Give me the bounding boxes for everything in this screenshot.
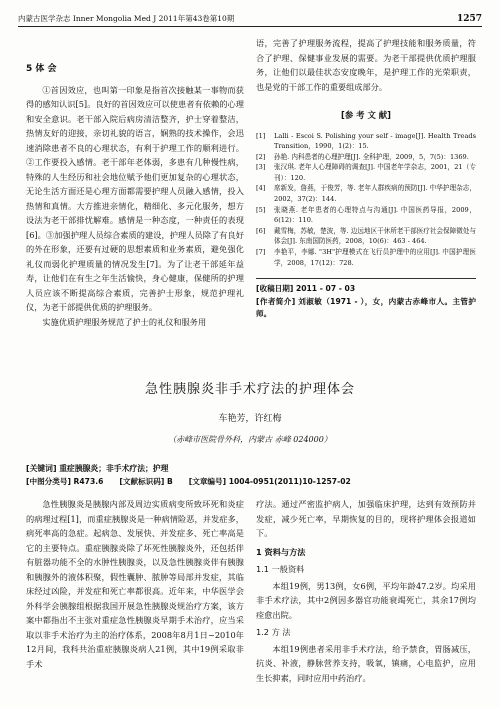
reference-item: [1] Lalli - Escoi S. Polishing your self - image[J]. Health Treads Transition，1990，1(2)：15.	[256, 131, 476, 151]
document-code: [文献标识码] B	[119, 477, 173, 486]
article-left-column	[26, 497, 244, 702]
subsection-heading: 1.1 一般资料	[256, 564, 305, 574]
article-right-column	[256, 497, 476, 702]
received-date: [收稿日期] 2011 - 07 - 03	[256, 284, 356, 294]
body-paragraph: 本组19例患者采用非手术疗法，给予禁食，胃肠减压，抗炎、补液，静脉营养支持，吸氧，镇痛，心电监护，应用生长抑素，同时应用中药治疗。	[256, 643, 476, 683]
header-rule	[18, 26, 482, 27]
reference-item: [4] 席新发，詹燕，于俊芳，等. 老年人群疾病的预防[J]. 中华护理杂志，2002，37(2)：144.	[256, 184, 476, 204]
reference-item: [6] 戴雪梅，苏敏，楚波，等. 边远地区干休所老干部医疗社会保障微处与体会[J]. 东南国防医药，2008，10(6)：463 - 464.	[256, 226, 476, 246]
reference-item: [3] 张汉琪. 老年人心理障碍的调查[J]. 中国老年学杂志，2001，21（专刊）：120.	[256, 163, 476, 182]
section-heading: 1 资料与方法	[256, 546, 306, 557]
keywords: [关键词] 重症胰腺炎；非手术疗法；护理	[26, 464, 169, 473]
body-paragraph: 疗法。通过严密监护病人，加强临床护理，达到有效预防并发症，减少死亡率，早期恢复的目的，现将护理体会报道如下。	[256, 499, 476, 538]
reference-list	[256, 131, 476, 269]
article-affiliation: （赤峰市医院骨外科，内蒙古 赤峰 024000）	[168, 435, 332, 444]
section-heading: 5 体 会	[26, 64, 57, 74]
subsection-heading: 1.2 方 法	[256, 627, 291, 637]
references-heading: [参 考 文 献]	[341, 110, 391, 120]
reference-item: [5] 张晓燕. 老年患者的心理特点与沟通[J]. 中国医药导报，2009，6(12)：110.	[256, 205, 476, 225]
body-paragraph: 本组19例，男13例，女6例，平均年龄47.2岁。均采用非手术疗法，其中2例因多器官功能衰竭死亡，其余17例均痊愈出院。	[256, 580, 476, 620]
body-paragraph: 实施优质护理服务规范了护士的礼仪和服务用	[42, 316, 207, 327]
clc-number: [中图分类号] R473.6	[26, 477, 104, 486]
classification-line	[26, 476, 474, 488]
running-header	[18, 10, 482, 24]
article-title: 急性胰腺炎非手术疗法的护理体会	[144, 382, 355, 397]
author-note: [作者简介] 刘淑敏（1971 - ），女，内蒙古赤峰市人。主管护师。	[256, 296, 476, 319]
article-id: [文章编号] 1004-0951(2011)10-1257-02	[188, 477, 351, 486]
page-number: 1257	[456, 14, 482, 24]
footnote-divider	[256, 278, 476, 279]
body-paragraph: ①首因效应，也叫第一印象是指首次接触某一事物而获得的感知认识[5]。良好的首因效应可以使患者有依赖的心理和安全意识。老干部入院后病房清洁整齐，护士穿着整洁，热情友好的迎接，亲切礼貌的语言，娴熟的技术操作，会迅速消除患者不良的心理状态，有利于护理工作的顺利进行。②工作要投入感情。老干部年老体弱，多患有几种慢性病，特殊的人生经历和社会地位赋予他们更加复杂的心理状态，无论生活方面还是心理方面都需要护理人员融入感情，投入热情和真情。大方推进亲情化，精细化、多元化服务，想方设法为老干部排忧解难。感情是一种态度，一种责任的表现[6]。③加强护理人员综合素质的建设，护理人员除了有良好的外在形象，还要有过硬的思想素质和业务素质，避免强化礼仪而弱化护理质量的情况发生[7]。为了让老干部延年益寿，让他们在有生之年生活愉快，身心健康，保健所的护理人员应该不断提高综合素质，完善护士形象，规范护理礼仪，为老干部提供优质的护理服务。	[26, 84, 244, 312]
reference-item: [7] 李艳平，李娜. "3H"护理模式在飞行员护理中的应用[J]. 中国护理医学，2008，17(12)：728.	[256, 248, 476, 267]
body-paragraph: 语，完善了护理服务流程，提高了护理技能和服务质量，符合了护理、保健事业发展的需要。为老干部提供优质护理服务，让他们以最佳状态安度晚年，是护理工作的光荣职责，也是党的干部工作的重要组成部分。	[256, 38, 476, 92]
reference-item: [2] 孙艳. 内科患者的心理护理[J]. 全科护理，2009，5，7(5)：1369.	[256, 152, 469, 161]
body-paragraph: 急性胰腺炎是胰腺内部及周边实质病变所致坏死和炎症的病理过程[1]，而重症胰腺炎是一种病情险恶，并发症多，病死率高的急症。起病急、发展快、并发症多、死亡率高是它的主要特点。重症胰腺炎除了坏死性胰腺炎外，还包括伴有脏器功能不全的水肿性胰腺炎，以及急性胰腺炎伴有胰腺和胰腺外的液体积聚，假性囊肿、脓肿等局部并发症，其临床经过凶险，并发症和死亡率都很高。近年来，中华医学会外科学会胰腺组根据我国开展急性胰腺炎规治疗方案，该方案中都指出不主张对重症急性胰腺炎早期手术治疗，应当采取以非手术治疗为主的治疗体系，2008年8月1日~2010年12月间，我科共治重症胰腺炎病人21例，其中19例采取非手术	[26, 499, 244, 669]
previous-article-right-column	[256, 36, 476, 366]
previous-article-left-column	[26, 58, 244, 376]
journal-citation: 内蒙古医学杂志 Inner Mongolia Med J 2011年第43卷第10期	[18, 14, 235, 23]
article-authors: 车艳芳，许红梅	[218, 414, 282, 424]
